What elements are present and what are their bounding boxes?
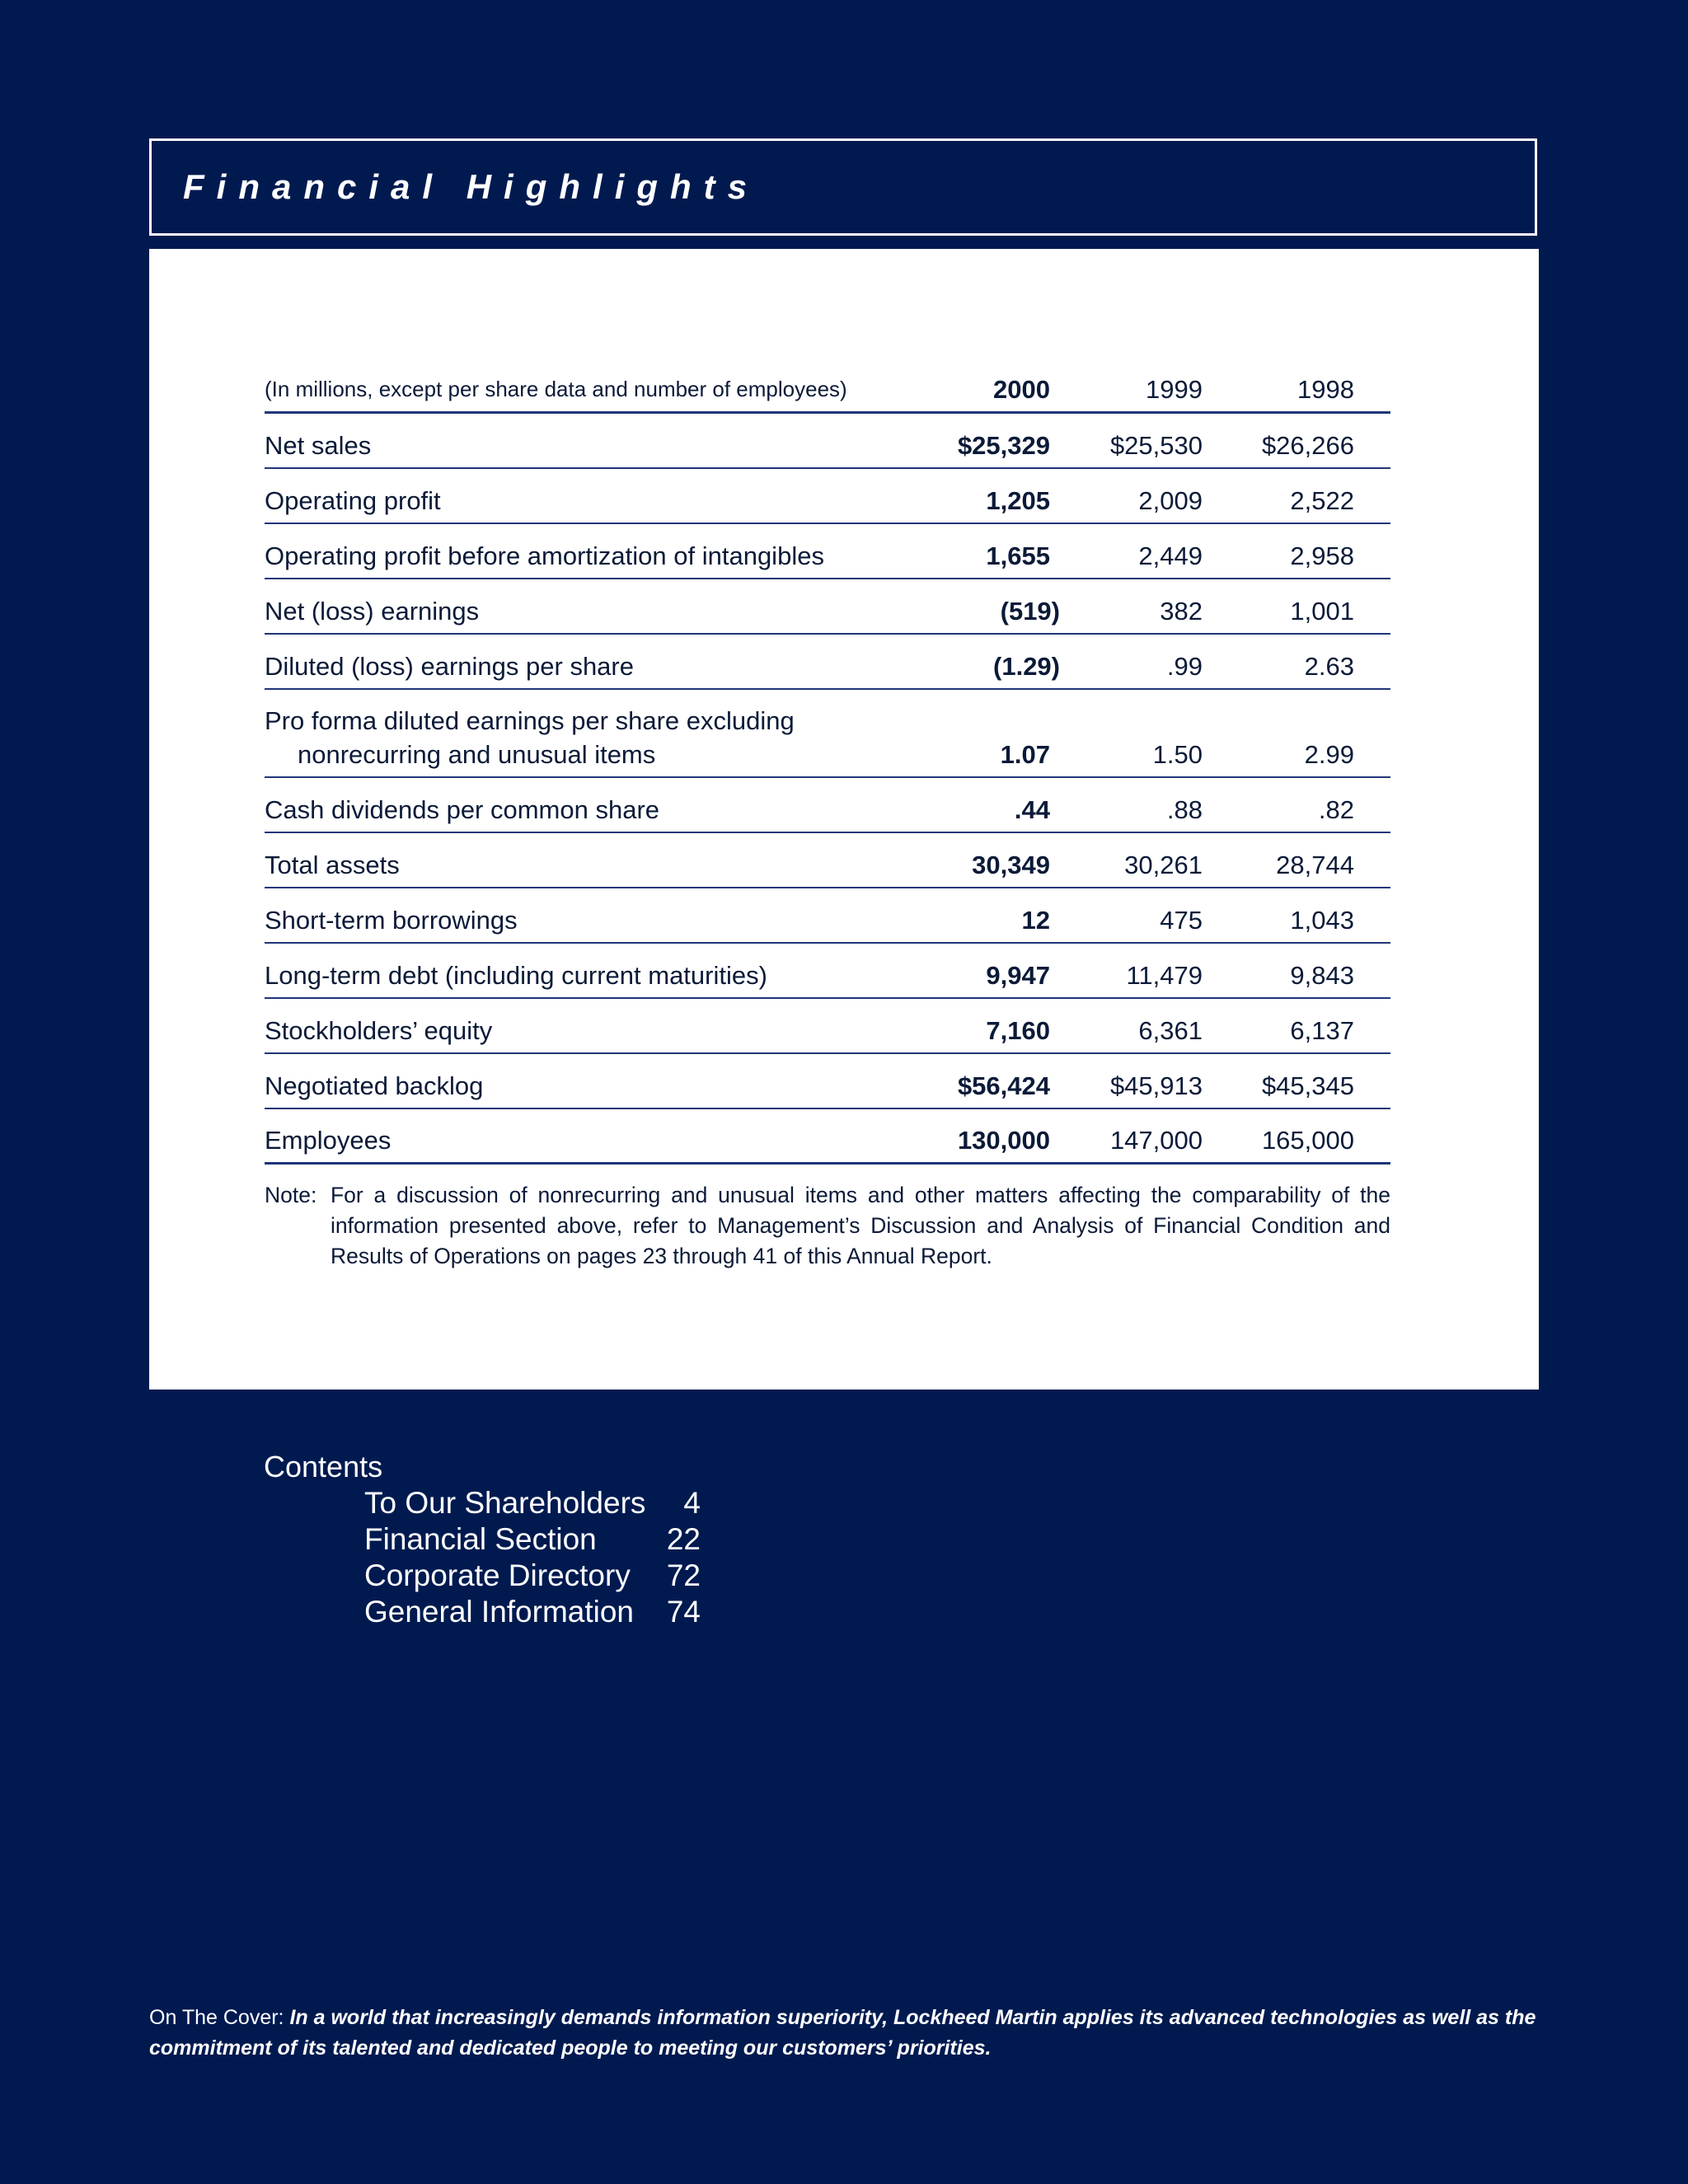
value-1999: 475 bbox=[1160, 906, 1203, 935]
contents-title: Contents bbox=[264, 1450, 383, 1483]
contents-section bbox=[264, 1449, 701, 1630]
value-2000: 30,349 bbox=[972, 851, 1050, 879]
cover-note-text: In a world that increasingly demands information superiority, Lockheed Martin applies its advanced technologies as well as the commitment of its talented and dedicated people to meeting our customers’ priorities. bbox=[149, 2006, 1536, 2060]
highlights-panel bbox=[149, 249, 1539, 1390]
value-2000: 130,000 bbox=[957, 1126, 1050, 1155]
row-label: Operating profit before amortization of intangibles bbox=[265, 541, 824, 570]
value-1998: $26,266 bbox=[1261, 431, 1354, 460]
value-2000: 12 bbox=[1021, 906, 1050, 935]
value-2000: 1,205 bbox=[986, 486, 1050, 515]
table-row bbox=[265, 1054, 1390, 1109]
value-1999: 2,449 bbox=[1138, 541, 1203, 570]
table-row bbox=[265, 690, 1390, 778]
year-2000-header: 2000 bbox=[993, 375, 1050, 404]
table-row bbox=[265, 778, 1390, 833]
value-1999: $45,913 bbox=[1109, 1071, 1203, 1100]
contents-item-label: Corporate Directory bbox=[364, 1558, 631, 1592]
value-1998: .82 bbox=[1318, 795, 1354, 824]
value-1999: .99 bbox=[1166, 652, 1203, 681]
value-1999: 6,361 bbox=[1138, 1016, 1203, 1045]
value-1998: 6,137 bbox=[1290, 1016, 1354, 1045]
row-label: Employees bbox=[265, 1126, 392, 1155]
value-2000: 1.07 bbox=[1000, 740, 1050, 769]
table-row bbox=[265, 579, 1390, 635]
table-caption: (In millions, except per share data and number of employees) bbox=[265, 377, 847, 401]
contents-item-label: General Information bbox=[364, 1595, 635, 1629]
value-1998: 1,043 bbox=[1290, 906, 1354, 935]
cover-note-lead: On The Cover: bbox=[149, 2006, 284, 2029]
table-row bbox=[265, 999, 1390, 1054]
table-row bbox=[265, 469, 1390, 524]
value-1998: $45,345 bbox=[1261, 1071, 1354, 1100]
year-1999-header: 1999 bbox=[1146, 375, 1203, 404]
contents-list bbox=[364, 1485, 701, 1630]
value-2000: 7,160 bbox=[986, 1016, 1050, 1045]
value-2000: (519) bbox=[1000, 597, 1060, 626]
row-label: Net sales bbox=[265, 431, 372, 460]
table-header-row bbox=[265, 373, 1390, 414]
value-1998: 165,000 bbox=[1261, 1126, 1354, 1155]
value-1998: 2,958 bbox=[1290, 541, 1354, 570]
page-title: Financial Highlights bbox=[183, 167, 760, 206]
row-label-line-1: Pro forma diluted earnings per share excluding bbox=[265, 706, 795, 735]
table-row bbox=[265, 1109, 1390, 1165]
value-1998: 2,522 bbox=[1290, 486, 1354, 515]
value-1999: 1.50 bbox=[1152, 740, 1203, 769]
contents-item-page: 72 bbox=[666, 1558, 701, 1592]
value-2000: $56,424 bbox=[957, 1071, 1050, 1100]
contents-item-page: 74 bbox=[666, 1595, 701, 1629]
value-1999: .88 bbox=[1166, 795, 1203, 824]
value-2000: (1.29) bbox=[993, 652, 1060, 681]
financial-table bbox=[265, 373, 1390, 1165]
year-1998-header: 1998 bbox=[1297, 375, 1354, 404]
value-1999: $25,530 bbox=[1109, 431, 1203, 460]
value-1999: 2,009 bbox=[1138, 486, 1203, 515]
note-text: For a discussion of nonrecurring and unusual items and other matters affecting the comparability of the information presented above, refer to Management’s Discussion and Analysis of Financial Condition and Results of Operations on pages 23 through 41 of this Annual Report. bbox=[331, 1183, 1390, 1268]
value-1998: 28,744 bbox=[1276, 851, 1354, 879]
value-1999: 382 bbox=[1160, 597, 1203, 626]
table-row bbox=[265, 524, 1390, 579]
value-2000: 1,655 bbox=[986, 541, 1050, 570]
contents-item-page: 22 bbox=[666, 1522, 701, 1556]
value-2000: .44 bbox=[1014, 795, 1050, 824]
value-2000: 9,947 bbox=[986, 961, 1050, 990]
table-note bbox=[265, 1180, 1390, 1272]
row-label: Stockholders’ equity bbox=[265, 1016, 493, 1045]
contents-item bbox=[364, 1594, 701, 1630]
value-1998: 1,001 bbox=[1290, 597, 1354, 626]
row-label: Long-term debt (including current maturities) bbox=[265, 961, 767, 990]
row-label-line-2: nonrecurring and unusual items bbox=[298, 740, 656, 769]
title-box bbox=[149, 138, 1537, 236]
table-row bbox=[265, 888, 1390, 944]
row-label bbox=[265, 704, 795, 771]
table-row bbox=[265, 414, 1390, 469]
table-row bbox=[265, 635, 1390, 690]
value-1998: 2.63 bbox=[1304, 652, 1354, 681]
row-label: Short-term borrowings bbox=[265, 906, 518, 935]
note-tag: Note: bbox=[265, 1183, 317, 1207]
contents-item bbox=[364, 1558, 701, 1594]
value-1998: 2.99 bbox=[1304, 740, 1354, 769]
row-label: Total assets bbox=[265, 851, 400, 879]
row-label: Net (loss) earnings bbox=[265, 597, 480, 626]
value-1999: 11,479 bbox=[1126, 961, 1203, 990]
contents-item bbox=[364, 1521, 701, 1558]
row-label: Operating profit bbox=[265, 486, 441, 515]
table-row bbox=[265, 833, 1390, 888]
cover-note bbox=[149, 2003, 1542, 2064]
contents-item-page: 4 bbox=[683, 1486, 701, 1520]
value-2000: $25,329 bbox=[957, 431, 1050, 460]
contents-item bbox=[364, 1485, 701, 1521]
value-1999: 30,261 bbox=[1124, 851, 1203, 879]
contents-item-label: Financial Section bbox=[364, 1522, 597, 1556]
row-label: Diluted (loss) earnings per share bbox=[265, 652, 634, 681]
table-row bbox=[265, 944, 1390, 999]
contents-item-label: To Our Shareholders bbox=[364, 1486, 646, 1520]
value-1999: 147,000 bbox=[1109, 1126, 1203, 1155]
row-label: Negotiated backlog bbox=[265, 1071, 484, 1100]
row-label: Cash dividends per common share bbox=[265, 795, 660, 824]
value-1998: 9,843 bbox=[1290, 961, 1354, 990]
